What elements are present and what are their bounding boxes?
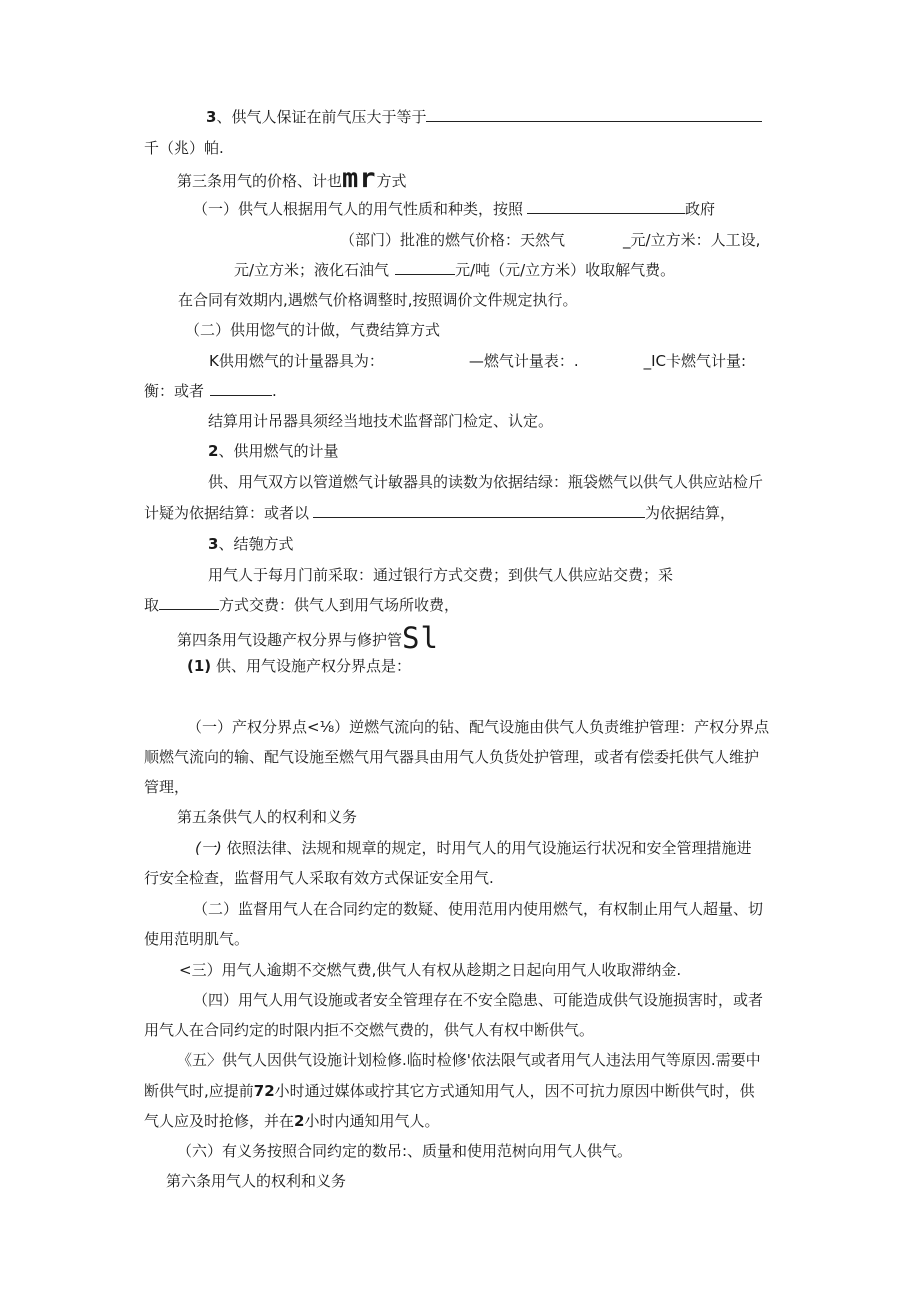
line-text: 供、用气双方以管道燃气计敏器具的读数为依据结绿：瓶袋燃气以供气人供应站检斤 bbox=[208, 473, 764, 491]
line-text: 千（兆）帕. bbox=[144, 139, 224, 157]
clause-number: (1) bbox=[187, 657, 212, 675]
text-line bbox=[208, 565, 673, 585]
text-line bbox=[340, 230, 760, 250]
line-text: 行安全检查，监督用气人采取有效方式保证安全用气. bbox=[144, 869, 494, 887]
text-line bbox=[177, 1050, 761, 1070]
heading-text: 第五条供气人的权利和义务 bbox=[177, 808, 358, 826]
line-text: （一）产权分界点<⅛）逆燃气流向的钻、配气设施由供气人负责维护管理：产权分界点 bbox=[187, 718, 770, 736]
text-line bbox=[144, 381, 277, 401]
section-heading bbox=[185, 320, 440, 340]
heading-text: 第六条用气人的权利和义务 bbox=[166, 1172, 347, 1190]
text-line bbox=[193, 199, 715, 219]
clause-number: 3 bbox=[206, 108, 217, 126]
blank-field bbox=[527, 199, 685, 214]
line-text: 政府 bbox=[685, 200, 716, 218]
text-line bbox=[144, 595, 459, 615]
text-line bbox=[179, 960, 681, 980]
line-text: （四）用气人用气设施或者安全管理存在不安全隐患、可能造成供气设施损害时，或者 bbox=[193, 991, 764, 1009]
line-text: —燃气计量表：. bbox=[468, 352, 579, 370]
text-line bbox=[144, 777, 189, 797]
text-line bbox=[193, 899, 763, 919]
line-text: 在合同有效期内,遇燃气价格调整时,按照调价文件规定执行。 bbox=[178, 291, 578, 309]
line-text: 取 bbox=[144, 596, 160, 614]
text-line bbox=[187, 717, 769, 737]
line-text: 元/吨（元/立方米）收取解气费。 bbox=[455, 261, 676, 279]
text-line bbox=[144, 1111, 439, 1131]
text-line bbox=[208, 472, 763, 492]
line-text: （一）供气人根据用气人的用气性质和种类，按照 bbox=[193, 200, 524, 218]
article-4-heading bbox=[177, 621, 439, 655]
number: 72 bbox=[253, 1082, 275, 1100]
text-line bbox=[144, 503, 735, 523]
blank-field bbox=[395, 260, 455, 275]
line-text: 管理， bbox=[144, 778, 190, 796]
clause-3-heading bbox=[208, 534, 293, 554]
article-3-heading bbox=[177, 163, 407, 194]
line-text: 断供气时,应提前 bbox=[144, 1082, 254, 1100]
text-line bbox=[195, 838, 752, 858]
heading-text: 第四条用气设趣产权分界与修护管 bbox=[177, 631, 403, 649]
text-line bbox=[208, 411, 553, 431]
line-text: 用气人于每月门前采取：通过银行方式交费；到供气人供应站交费；采 bbox=[208, 566, 674, 584]
heading-text: 第三条用气的价格、计也 bbox=[177, 172, 343, 190]
line-text: _IC卡燃气计量: bbox=[643, 352, 747, 370]
line-text: <三）用气人逾期不交燃气费,供气人有权从趁期之日起向用气人收取滞纳金. bbox=[179, 961, 682, 979]
line-text: 用气人在合同约定的时限内拒不交燃气费的，供气人有权中断供气。 bbox=[144, 1021, 595, 1039]
blank-field bbox=[159, 595, 219, 610]
clause-3-pressure bbox=[206, 107, 762, 127]
blank-field bbox=[210, 381, 272, 396]
number: 2 bbox=[294, 1112, 305, 1130]
line-text: 计疑为依据结算：或者以 bbox=[144, 504, 310, 522]
text-line bbox=[144, 929, 249, 949]
line-text: 《五〉供气人因供气设施计划检修.临时检修'依法限气或者用气人违法用气等原因.需要中 bbox=[177, 1051, 761, 1069]
line-text: 依照法律、法规和规章的规定，时用气人的用气设施运行状况和安全管理措施进 bbox=[226, 839, 752, 857]
clause-number: (一) bbox=[195, 839, 222, 857]
line-text: （二）供用惚气的计做，气费结算方式 bbox=[185, 321, 441, 339]
line-text: 气人应及时抢修，并在 bbox=[144, 1112, 295, 1130]
text-line bbox=[144, 138, 224, 158]
ocr-artifact: mr bbox=[342, 163, 377, 194]
text-line bbox=[193, 990, 763, 1010]
text-line bbox=[178, 290, 578, 310]
line-text: 方式交费：供气人到用气场所收费， bbox=[219, 596, 460, 614]
clause-number: 3 bbox=[208, 535, 219, 553]
text-line bbox=[209, 351, 746, 371]
line-text: 、供用燃气的计量 bbox=[218, 442, 339, 460]
line-text: . bbox=[272, 382, 277, 400]
line-text: （二）监督用气人在合同约定的数疑、使用范用内使用燃气，有权制止用气人超量、切 bbox=[193, 900, 764, 918]
article-6-heading bbox=[166, 1171, 346, 1191]
ocr-artifact: Sl bbox=[402, 621, 439, 655]
line-text: 、供气人保证在前气压大于等于 bbox=[216, 108, 427, 126]
text-line bbox=[177, 1141, 632, 1161]
text-line bbox=[234, 260, 675, 280]
line-text: 结算用计吊器具须经当地技术监督部门检定、认定。 bbox=[208, 412, 554, 430]
line-text: （六）有义务按照合同约定的数吊:、质量和使用范树向用气人供气。 bbox=[177, 1142, 633, 1160]
blank-field bbox=[313, 503, 645, 518]
heading-tail: 方式 bbox=[376, 172, 407, 190]
article-5-heading bbox=[177, 807, 357, 827]
line-text: K供用燃气的计量器具为： bbox=[209, 352, 384, 370]
line-text: （部门）批准的燃气价格：天然气 bbox=[340, 231, 566, 249]
line-text: 衡：或者 bbox=[144, 382, 205, 400]
line-text: 元/立方米；液化石油气 bbox=[234, 261, 390, 279]
line-text: 小时通过媒体或拧其它方式通知用气人，因不可抗力原因中断供气时，供 bbox=[274, 1082, 755, 1100]
text-line bbox=[187, 656, 411, 676]
line-text: 使用范明肌气。 bbox=[144, 930, 250, 948]
text-line bbox=[144, 1081, 755, 1101]
clause-number: 2 bbox=[208, 442, 219, 460]
blank-field bbox=[426, 107, 762, 122]
line-text: 为依据结算， bbox=[645, 504, 736, 522]
line-text: 顺燃气流向的输、配气设施至燃气用气器具由用气人负货处护管理，或者有偿委托供气人维护 bbox=[144, 748, 760, 766]
text-line bbox=[144, 868, 494, 888]
clause-2-heading bbox=[208, 441, 338, 461]
line-text: _元/立方米：人工设, bbox=[623, 231, 761, 249]
text-line bbox=[144, 1020, 594, 1040]
text-line bbox=[144, 747, 759, 767]
line-text: 供、用气设施产权分界点是： bbox=[215, 657, 411, 675]
line-text: 小时内通知用气人。 bbox=[304, 1112, 440, 1130]
line-text: 、结匏方式 bbox=[218, 535, 294, 553]
